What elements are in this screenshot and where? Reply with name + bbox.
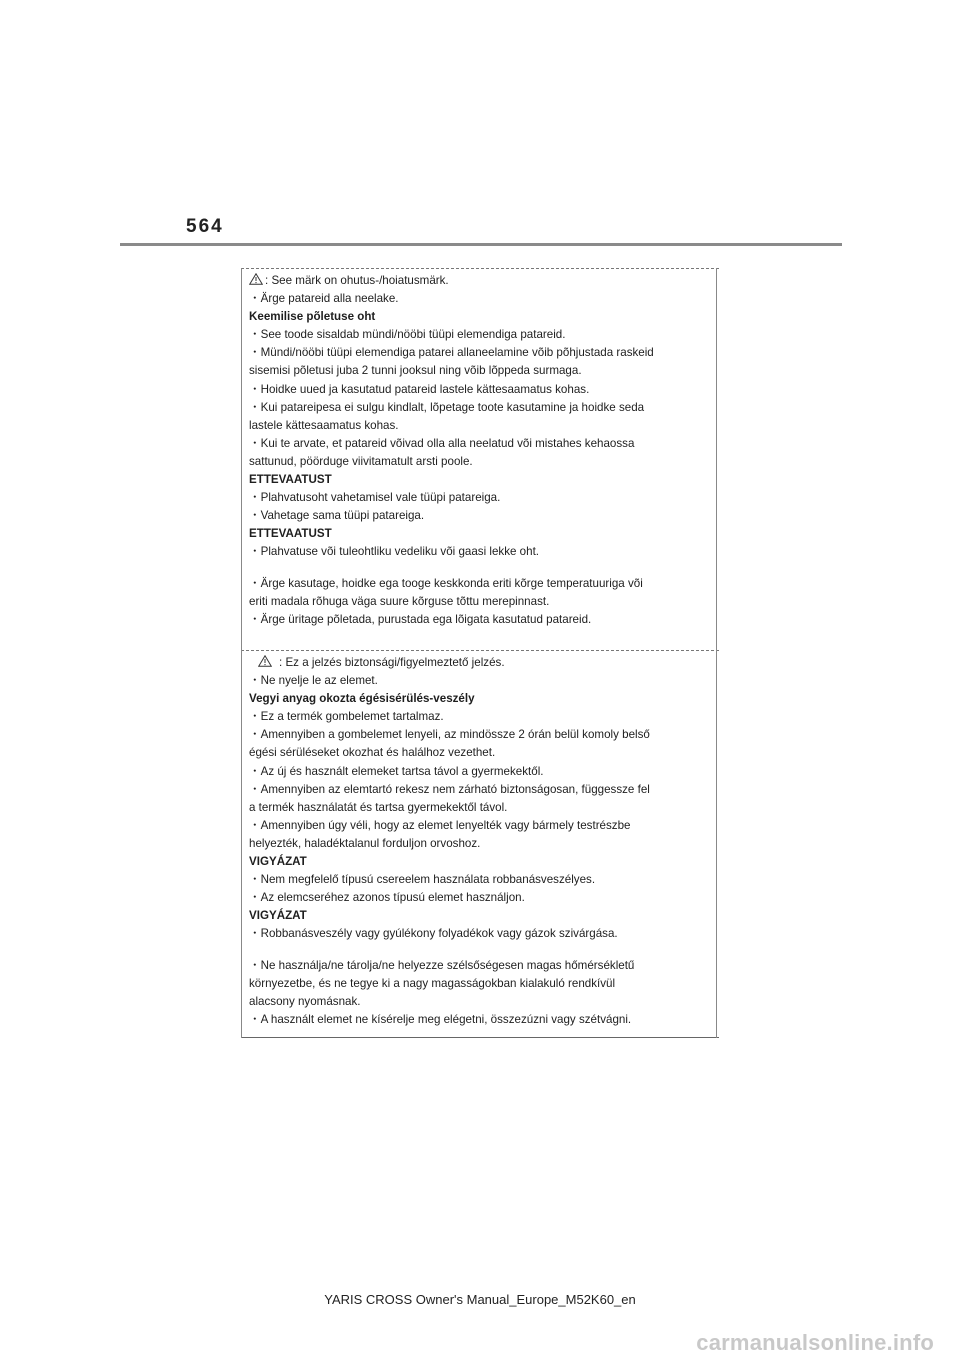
hungarian-text-line: égési sérüléseket okozhat és halálhoz vezethet. (249, 746, 496, 760)
hungarian-warning-symbol-line (249, 654, 711, 672)
estonian-text-line: ・Kui te arvate, et patareid võivad olla alla neelatud või mistahes kehaossa (249, 436, 635, 450)
estonian-text-line: ・Plahvatuse või tuleohtliku vedeliku või gaasi lekke oht. (249, 545, 540, 559)
estonian-text-line: ETTEVAATUST (249, 527, 332, 541)
hungarian-text-line: környezetbe, és ne tegye ki a nagy magasságokban kialakuló rendkívül (249, 976, 616, 990)
hungarian-text-line: Vegyi anyag okozta égésisérülés-veszély (249, 692, 475, 706)
estonian-warning-section (249, 272, 711, 629)
estonian-text-line: sisemisi põletusi juba 2 tunni jooksul ning võib lõppeda surmaga. (249, 364, 582, 378)
hungarian-text-line: VIGYÁZAT (249, 855, 307, 869)
hungarian-text-line: ・Ne nyelje le az elemet. (249, 674, 378, 688)
estonian-text-line: Keemilise põletuse oht (249, 310, 376, 324)
hungarian-text-line: helyezték, haladéktalanul forduljon orvoshoz. (249, 836, 481, 850)
estonian-text-line: ・Ärge kasutage, hoidke ega tooge keskkonda eriti kõrge temperatuuriga või (249, 576, 643, 590)
frame-right-border (716, 268, 717, 1038)
estonian-text-line: ・Mündi/nööbi tüüpi elemendiga patarei allaneelamine võib põhjustada raskeid (249, 346, 654, 360)
frame-top-border (241, 268, 719, 269)
footer-manual-title: YARIS CROSS Owner's Manual_Europe_M52K60_en (324, 1292, 636, 1307)
estonian-warning-symbol-line (249, 272, 711, 290)
page-number: 564 (186, 216, 224, 237)
watermark: carmanualsonline.info (696, 1330, 934, 1355)
hungarian-text-line: VIGYÁZAT (249, 909, 307, 923)
hungarian-text-line: ・Robbanásveszély vagy gyúlékony folyadékok vagy gázok szivárgása. (249, 927, 618, 941)
estonian-text-line: ・Vahetage sama tüüpi patareiga. (249, 509, 425, 523)
hungarian-text-line: ・Ne használja/ne tárolja/ne helyezze szélsőségesen magas hőmérsékletű (249, 958, 635, 972)
hungarian-text-line: ・Amennyiben az elemtartó rekesz nem zárható biztonságosan, függessze fel (249, 782, 650, 796)
hungarian-text-line: ・Ez a termék gombelemet tartalmaz. (249, 710, 444, 724)
estonian-text-line: sattunud, pöörduge viivitamatult arsti poole. (249, 454, 473, 468)
estonian-text-line: lastele kättesaamatus kohas. (249, 418, 399, 432)
estonian-warning-symbol-text: : See märk on ohutus-/hoiatusmärk. (265, 274, 449, 287)
estonian-text-line: ・Plahvatusoht vahetamisel vale tüüpi patareiga. (249, 491, 501, 505)
scanned-label-frame (241, 268, 719, 1038)
hungarian-text-line: alacsony nyomásnak. (249, 994, 361, 1008)
hungarian-text-line: a termék használatát és tartsa gyermekektől távol. (249, 800, 508, 814)
estonian-text-line: ・Ärge üritage põletada, purustada ega lõigata kasutatud patareid. (249, 612, 592, 626)
hungarian-text-line: ・Az új és használt elemeket tartsa távol a gyermekektől. (249, 764, 544, 778)
frame-left-border (241, 268, 242, 1038)
estonian-text-line: ETTEVAATUST (249, 473, 332, 487)
header-rule (120, 243, 842, 246)
hungarian-text-line: ・Az elemcseréhez azonos típusú elemet használjon. (249, 891, 525, 905)
hungarian-text-line: ・Nem megfelelő típusú csereelem használata robbanásveszélyes. (249, 873, 596, 887)
estonian-text-line: eriti madala rõhuga väga suure kõrguse tõttu merepinnast. (249, 594, 550, 608)
hungarian-warning-section (249, 654, 711, 1029)
hungarian-text-line: ・Amennyiben úgy véli, hogy az elemet lenyelték vagy bármely testrészbe (249, 818, 631, 832)
hungarian-text-line: ・A használt elemet ne kísérelje meg elégetni, összezúzni vagy szétvágni. (249, 1012, 632, 1026)
frame-section-divider (241, 650, 719, 651)
estonian-text-line: ・Hoidke uued ja kasutatud patareid lastele kättesaamatus kohas. (249, 382, 590, 396)
estonian-text-line: ・See toode sisaldab mündi/nööbi tüüpi elemendiga patareid. (249, 328, 566, 342)
estonian-text-line: ・Ärge patareid alla neelake. (249, 292, 399, 306)
warning-triangle-icon (258, 655, 272, 667)
hungarian-text-line: ・Amennyiben a gombelemet lenyeli, az mindössze 2 órán belül komoly belső (249, 728, 650, 742)
warning-triangle-icon (249, 273, 263, 285)
frame-bottom-border (241, 1037, 719, 1038)
hungarian-warning-symbol-text: : Ez a jelzés biztonsági/figyelmeztető jelzés. (279, 656, 505, 669)
estonian-text-line: ・Kui patareipesa ei sulgu kindlalt, lõpetage toote kasutamine ja hoidke seda (249, 400, 645, 414)
